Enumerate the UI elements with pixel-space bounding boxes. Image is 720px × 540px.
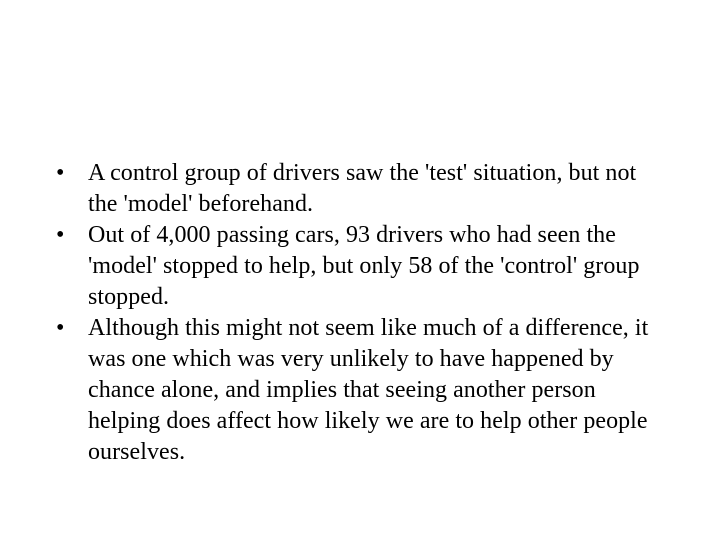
- bullet-dot-icon: •: [56, 222, 65, 248]
- bullet-text: Although this might not seem like much of a difference, it was one which was very unlikely to have happened by chance alone, and implies that seeing another person helping does affect how likely we are to help other people ourselves.: [88, 315, 649, 465]
- bullet-item-interpretation: [56, 313, 666, 468]
- bullet-item-control-group: [56, 158, 666, 220]
- bullet-dot-icon: •: [56, 160, 65, 186]
- bullet-text: A control group of drivers saw the 'test' situation, but not the 'model' beforehand.: [88, 160, 637, 217]
- bullet-text: Out of 4,000 passing cars, 93 drivers who had seen the 'model' stopped to help, but only 58 of the 'control' group stopped.: [88, 222, 640, 310]
- bullet-dot-icon: •: [56, 315, 65, 341]
- bullet-item-results: [56, 220, 666, 313]
- bullet-list: [56, 158, 666, 468]
